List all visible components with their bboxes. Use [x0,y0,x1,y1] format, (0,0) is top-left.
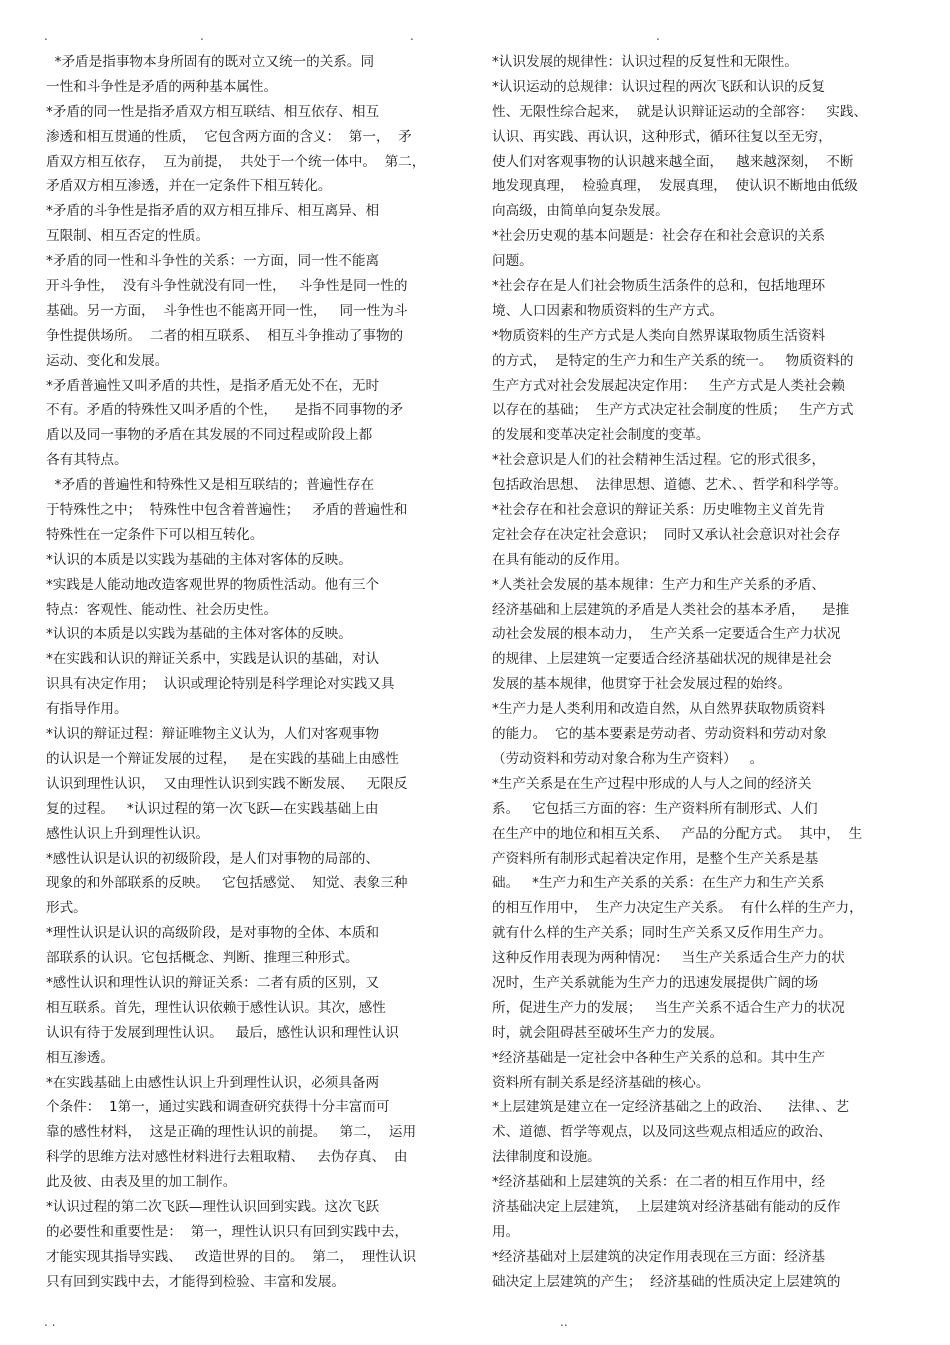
text-line: 认识到理性认识， 又由理性认识到实践不断发展、 无限反 [46,775,408,792]
text-line: 的方式， 是特定的生产力和生产关系的统一。 物质资料的 [492,352,854,369]
text-line: 基础。另一方面， 斗争性也不能离开同一性， 同一性为斗 [46,302,408,319]
text-line: 所，促进生产力的发展； 当生产关系不适合生产力的状况 [492,999,845,1016]
text-line: 的能力。 它的基本要素是劳动者、劳动资料和劳动对象 [492,726,827,743]
text-line: 此及彼、由表及里的加工制作。 [46,1174,237,1191]
text-line: *实践是人能动地改造客观世界的物质性活动。他有三个 [46,576,380,593]
left-text-column [46,50,458,1295]
text-line: *理性认识是认识的高级阶段，是对事物的全体、本质和 [46,925,380,942]
text-line: 在生产中的地位和相互关系、 产品的分配方式。 其中， 生 [492,825,863,842]
text-line: 不有。矛盾的特殊性又叫矛盾的个性， 是指不同事物的矛 [46,402,404,419]
text-line: *社会存在和社会意识的辩证关系：历史唯物主义首先肯 [492,502,826,519]
text-line: 识具有决定作用； 认识或理论特别是科学理论对实践又具 [46,676,395,693]
text-line: 问题。 [492,253,533,270]
text-line: 相互渗透。 [46,1049,114,1066]
text-line: 部联系的认识。它包括概念、判断、推理三种形式。 [46,950,359,967]
text-line: *矛盾是指事物本身所固有的既对立又统一的关系。同 [46,54,375,70]
text-line: 术、道德、哲学等观点，以及同这些观点相适应的政治、 [492,1124,832,1141]
text-line: 使人们对客观事物的认识越来越全面， 越来越深刻， 不断 [492,153,854,170]
text-line: 的必要性和重要性是： 第一，理性认识只有回到实践中去， [46,1223,409,1240]
text-line: 于特殊性之中； 特殊性中包含着普遍性； 矛盾的普遍性和 [46,502,408,519]
text-line: 相互联系。首先，理性认识依赖于感性认识。其次，感性 [46,999,386,1016]
text-line: 以存在的基础； 生产方式决定社会制度的性质； 生产方式 [492,402,854,419]
text-line: *认识过程的第二次飞跃—理性认识回到实践。这次飞跃 [46,1198,380,1215]
text-line: 济基础决定上层建筑， 上层建筑对经济基础有能动的反作 [492,1198,841,1215]
text-line: （劳动资料和劳动对象合称为生产资料） 。 [492,750,764,767]
corner-mark-top-mid2: . [410,29,414,43]
text-line: 包括政治思想、 法律思想、道德、艺术、、哲学和科学等。 [492,477,848,494]
text-line: *经济基础对上层建筑的决定作用表现在三方面：经济基 [492,1248,826,1265]
text-line: *生产力是人类利用和改造自然，从自然界获取物质资料 [492,701,826,718]
text-line: *物质资料的生产方式是人类向自然界谋取物质生活资料 [492,327,826,344]
text-line: 就有什么样的生产关系；同时生产关系又反作用生产力。 [492,925,832,942]
text-line: *认识的辩证过程：辩证唯物主义认为，人们对客观事物 [46,726,380,743]
text-line: *经济基础和上层建筑的关系：在二者的相互作用中，经 [492,1174,826,1191]
text-line: 只有回到实践中去，才能得到检验、丰富和发展。 [46,1273,346,1290]
corner-mark-bottom-left: . . [44,1315,56,1329]
text-line: *社会历史观的基本问题是：社会存在和社会意识的关系 [492,228,826,245]
text-line: 境、人口因素和物质资料的生产方式。 [492,302,724,319]
corner-mark-top-right: . [656,29,660,43]
text-line: 的发展和变革决定社会制度的变革。 [492,427,710,444]
text-line: *人类社会发展的基本规律：生产力和生产关系的矛盾、 [492,576,826,593]
text-line: 法律制度和设施。 [492,1149,601,1166]
text-line: 复的过程。 *认识过程的第一次飞跃—在实践基础上由 [46,800,379,817]
text-line: 才能实现其指导实践、 改造世界的目的。 第二， 理性认识 [46,1248,417,1265]
text-line: *矛盾的同一性是指矛盾双方相互联结、相互依存、相互 [46,103,380,120]
text-line: 盾双方相互依存， 互为前提， 共处于一个统一体中。 第二， [46,153,426,170]
text-line: 况时，生产关系就能为生产力的迅速发展提供广阔的场 [492,974,819,991]
text-line: *矛盾的同一性和斗争性的关系：一方面，同一性不能离 [46,253,380,270]
text-line: *矛盾的斗争性是指矛盾的双方相互排斥、相互离异、相 [46,203,380,220]
text-line: 动社会发展的根本动力， 生产关系一定要适合生产力状况 [492,626,841,643]
text-line: 经济基础和上层建筑的矛盾是人类社会的基本矛盾， 是推 [492,601,850,618]
text-line: 特殊性在一定条件下可以相互转化。 [46,526,264,543]
text-line: *认识运动的总规律：认识过程的两次飞跃和认识的反复 [492,78,826,95]
text-line: 感性认识上升到理性认识。 [46,825,210,842]
text-line: 形式。 [46,900,87,917]
text-line: 矛盾双方相互渗透，并在一定条件下相互转化。 [46,178,332,195]
text-line: *认识的本质是以实践为基础的主体对客体的反映。 [46,626,352,643]
text-line: *认识发展的规律性：认识过程的反复性和无限性。 [492,54,798,70]
right-text-column [492,50,908,1295]
text-line: *社会存在是人们社会物质生活条件的总和，包括地理环 [492,278,826,295]
text-line: 的相互作用中， 生产力决定生产关系。 有什么样的生产力， [492,900,863,917]
text-line: *经济基础是一定社会中各种生产关系的总和。其中生产 [492,1049,826,1066]
text-line: 础。 *生产力和生产关系的关系：在生产力和生产关系 [492,875,825,892]
text-line: 生产方式对社会发展起决定作用： 生产方式是人类社会赖 [492,377,845,394]
text-line: 定社会存在决定社会意识； 同时又承认社会意识对社会存 [492,526,841,543]
text-line: 用。 [492,1223,520,1240]
corner-mark-bottom-right: .. [560,1315,568,1329]
text-line: 这种反作用表现为两种情况： 当生产关系适合生产力的状 [492,950,845,967]
text-line: 靠的感性材料， 这是正确的理性认识的前提。 第二， 运用 [46,1124,417,1141]
text-line: 认识、再实践、再认识，这种形式，循环往复以至无穷， [492,128,832,145]
text-line: 特点：客观性、能动性、社会历史性。 [46,601,278,618]
text-line: *感性认识和理性认识的辩证关系：二者有质的区别，又 [46,974,380,991]
text-line: *在实践基础上由感性认识上升到理性认识，必须具备两 [46,1074,380,1091]
text-line: 个条件： 1第一，通过实践和调查研究获得十分丰富而可 [46,1099,390,1116]
text-line: *上层建筑是建立在一定经济基础之上的政治、 法律、、艺 [492,1099,850,1116]
text-line: *社会意识是人们的社会精神生活过程。它的形式很多， [492,452,826,469]
text-line: 盾以及同一事物的矛盾在其发展的不同过程或阶段上都 [46,427,373,444]
text-line: 一性和斗争性是矛盾的两种基本属性。 [46,78,278,95]
text-line: 运动、变化和发展。 [46,352,169,369]
text-line: 系。 它包括三方面的容：生产资料所有制形式、人们 [492,800,818,817]
text-line: 发展的基本规律，他贯穿于社会发展过程的始终。 [492,676,792,693]
text-line: 渗透和相互贯通的性质， 它包含两方面的含义： 第一， 矛 [46,128,412,145]
text-line: 开斗争性， 没有斗争性就没有同一性， 斗争性是同一性的 [46,278,408,295]
text-line: 地发现真理， 检验真理， 发展真理， 使认识不断地由低级 [492,178,858,195]
text-line: 的规律、上层建筑一定要适合经济基础状况的规律是社会 [492,651,832,668]
text-line: 资料所有制关系是经济基础的核心。 [492,1074,710,1091]
text-line: *矛盾的普遍性和特殊性又是相互联结的；普遍性存在 [46,477,375,494]
text-line: *感性认识是认识的初级阶段，是人们对事物的局部的、 [46,850,380,867]
text-line: 时，就会阻碍甚至破坏生产力的发展。 [492,1024,724,1041]
corner-mark-top-left: . [44,29,48,43]
text-line: 认识有待于发展到理性认识。 最后，感性认识和理性认识 [46,1024,399,1041]
text-line: 向高级，由简单向复杂发展。 [492,203,669,220]
text-line: 科学的思维方法对感性材料进行去粗取精、 去伪存真、 由 [46,1149,408,1166]
text-line: 互限制、相互否定的性质。 [46,228,210,245]
text-line: *认识的本质是以实践为基础的主体对客体的反映。 [46,551,352,568]
text-line: 各有其特点。 [46,452,128,469]
text-line: *在实践和认识的辩证关系中，实践是认识的基础，对认 [46,651,380,668]
text-line: 现象的和外部联系的反映。 它包括感觉、 知觉、表象三种 [46,875,408,892]
corner-mark-top-mid: . [200,29,204,43]
text-line: 性、无限性综合起来， 就是认识辩证运动的全部容： 实践、 [492,103,868,120]
text-line: 产资料所有制形式起着决定作用，是整个生产关系是基 [492,850,819,867]
text-line: 有指导作用。 [46,701,128,718]
text-line: 础决定上层建筑的产生； 经济基础的性质决定上层建筑的 [492,1273,841,1290]
text-line: 争性提供场所。 二者的相互联系、 相互斗争推动了事物的 [46,327,404,344]
text-line: *矛盾普遍性又叫矛盾的共性，是指矛盾无处不在，无时 [46,377,380,394]
text-line: 的认识是一个辩证发展的过程， 是在实践的基础上由感性 [46,750,399,767]
text-line: 在具有能动的反作用。 [492,551,628,568]
text-line: *生产关系是在生产过程中形成的人与人之间的经济关 [492,775,812,792]
